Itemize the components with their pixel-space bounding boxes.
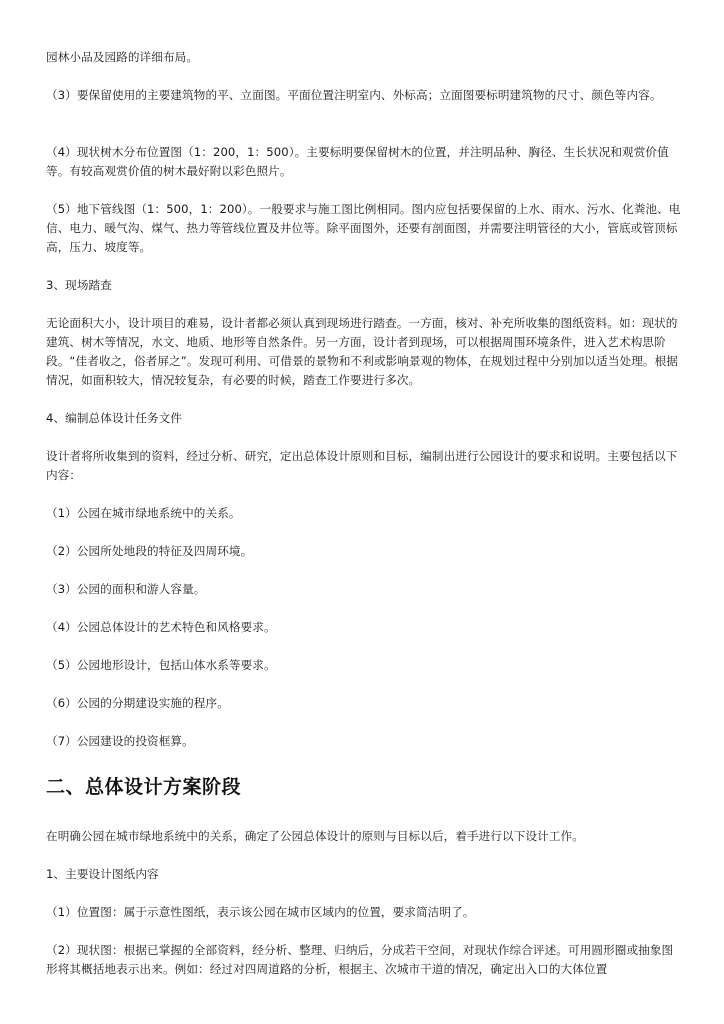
- paragraph-design-task-intro: 设计者将所收集到的资料，经过分析、研究，定出总体设计原则和目标，编制出进行公园设计的要求和说明。主要包括以下内容：: [46, 449, 678, 482]
- section-heading-main-drawings: 1、主要设计图纸内容: [46, 867, 159, 881]
- paragraph-status-map: （2）现状图：根据已掌握的全部资料，经分析、整理、归纳后，分成若干空间，对现状作综合评述。可用圆形圈或抽象图形将其概括地表示出来。例如：经过对四周道路的分析，根据主、次城市干道的情况，确定出入口的大体位置: [46, 943, 674, 976]
- list-item-2: （2）公园所处地段的特征及四周环境。: [46, 544, 253, 558]
- chapter-heading: 二、总体设计方案阶段: [46, 776, 242, 798]
- paragraph-overall-design-intro: 在明确公园在城市绿地系统中的关系，确定了公园总体设计的原则与目标以后，着手进行以下设计工作。: [46, 829, 584, 843]
- paragraph-tree-distribution: （4）现状树木分布位置图（1：200，1：500）。主要标明要保留树木的位置，并注明品种、胸径、生长状况和观赏价值等。有较高观赏价值的树木最好附以彩色照片。: [46, 145, 669, 178]
- list-item-7: （7）公园建设的投资框算。: [46, 734, 194, 748]
- list-item-6: （6）公园的分期建设实施的程序。: [46, 696, 229, 710]
- paragraph-building-drawings: （3）要保留使用的主要建筑物的平、立面图。平面位置注明室内、外标高；立面图要标明建筑物的尺寸、颜色等内容。: [46, 88, 662, 102]
- list-item-3: （3）公园的面积和游人容量。: [46, 582, 206, 596]
- list-item-4: （4）公园总体设计的艺术特色和风格要求。: [46, 620, 276, 634]
- paragraph-site-survey: 无论面积大小，设计项目的难易，设计者都必须认真到现场进行踏查。一方面，核对、补充所收集的图纸资料。如：现状的建筑、树木等情况，水文、地质、地形等自然条件。另一方面，设计者到现场，可以根据周围环境条件，进入艺术构思阶段。“佳者收之，俗者屏之”。发现可利用、可借景的景物和不利或影响景观的物体，在规划过程中分别加以适当处理。根据情况，如面积较大，情况较复杂，有必要的时候，踏查工作要进行多次。: [46, 316, 678, 387]
- paragraph-landscape-layout: 园林小品及园路的详细布局。: [46, 50, 199, 64]
- paragraph-location-map: （1）位置图：属于示意性图纸，表示该公园在城市区域内的位置，要求简洁明了。: [46, 905, 475, 919]
- paragraph-underground-pipelines: （5）地下管线图（1：500，1：200）。一般要求与施工图比例相同。图内应包括要保留的上水、雨水、污水、化粪池、电信、电力、暖气沟、煤气、热力等管线位置及井位等。除平面图外，还要有剖面图，并需要注明管径的大小，管底或管顶标高，压力、坡度等。: [46, 202, 681, 254]
- list-item-5: （5）公园地形设计，包括山体水系等要求。: [46, 658, 276, 672]
- section-heading-site-survey: 3、现场踏查: [46, 278, 112, 292]
- section-heading-design-task-document: 4、编制总体设计任务文件: [46, 411, 183, 425]
- list-item-1: （1）公园在城市绿地系统中的关系。: [46, 506, 241, 520]
